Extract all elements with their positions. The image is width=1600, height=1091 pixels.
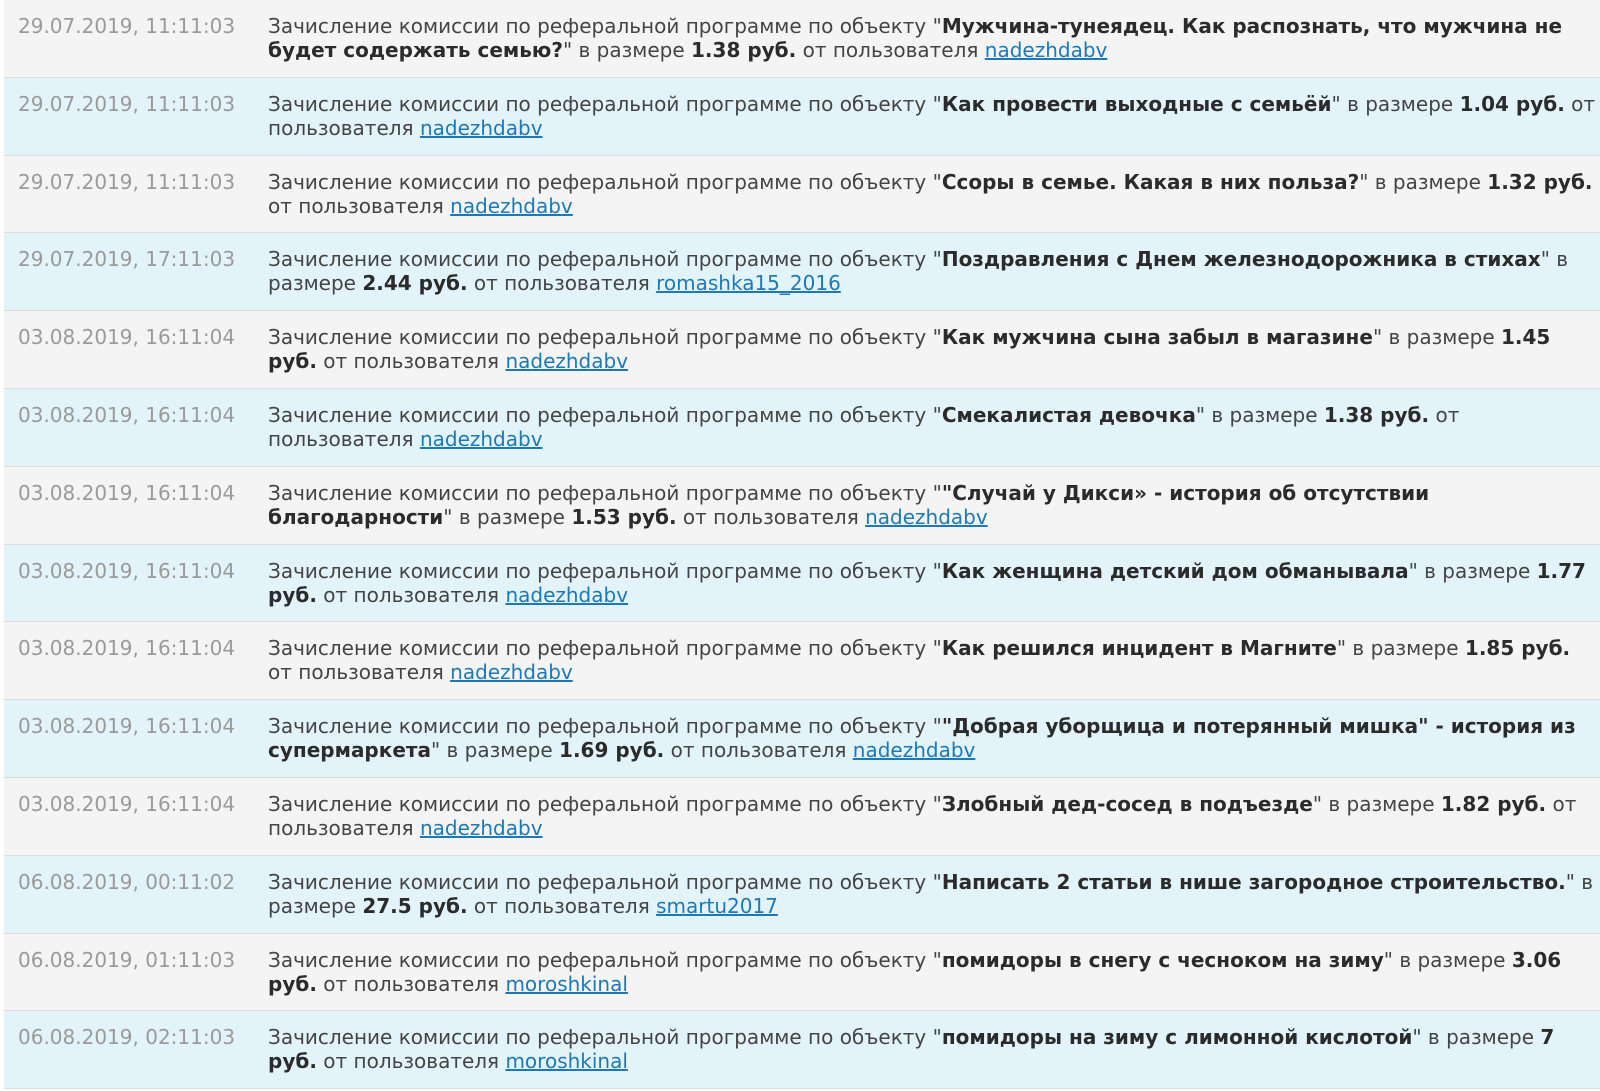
entry-mid: " в размере: [1336, 636, 1465, 661]
entry-prefix: Зачисление комиссии по реферальной программе по объекту ": [268, 636, 942, 661]
entry-mid: " в размере: [1359, 169, 1488, 194]
entry-date: 03.08.2019, 16:11:04: [18, 558, 236, 583]
log-entry: [4, 233, 1600, 311]
entry-date: 03.08.2019, 16:11:04: [18, 791, 236, 816]
entry-date: 29.07.2019, 11:11:03: [18, 91, 236, 116]
entry-suffix: от пользователя: [676, 504, 866, 529]
log-entry: [4, 0, 1600, 78]
entry-object-title: Как мужчина сына забыл в магазине: [941, 325, 1373, 350]
entry-date: 03.08.2019, 16:11:04: [18, 402, 236, 427]
entry-description: [268, 559, 1600, 607]
entry-date: 29.07.2019, 11:11:03: [18, 14, 236, 38]
entry-description: [268, 1025, 1600, 1073]
entry-description: [268, 948, 1600, 996]
entry-date: 29.07.2019, 11:11:03: [18, 169, 236, 194]
entry-description: [268, 247, 1600, 295]
entry-amount: 7 руб.: [268, 1025, 1555, 1074]
entry-amount: 1.45 руб.: [268, 325, 1551, 374]
entry-mid: " в размере: [1195, 402, 1324, 427]
entry-amount: 1.38 руб.: [691, 38, 797, 62]
entry-suffix: от пользователя: [316, 582, 506, 607]
entry-amount: 1.69 руб.: [559, 738, 665, 763]
log-entry: [4, 389, 1600, 467]
entry-user-link[interactable]: nadezhdabv: [419, 815, 543, 840]
entry-mid: " в размере: [1372, 325, 1501, 350]
entry-amount: 1.53 руб.: [571, 504, 677, 529]
entry-prefix: Зачисление комиссии по реферальной программе по объекту ": [268, 169, 942, 194]
entry-object-title: Как провести выходные с семьёй: [941, 91, 1332, 116]
entry-description: [268, 714, 1600, 762]
entry-prefix: Зачисление комиссии по реферальной программе по объекту ": [268, 558, 942, 583]
entry-date: 03.08.2019, 16:11:04: [18, 480, 236, 505]
entry-amount: 1.38 руб.: [1323, 402, 1430, 427]
entry-mid: " в размере: [1383, 947, 1512, 972]
entry-date: 06.08.2019, 00:11:02: [18, 869, 236, 894]
log-entry: [4, 700, 1600, 778]
entry-user-link[interactable]: nadezhdabv: [450, 660, 573, 685]
entry-suffix: от пользователя: [268, 193, 451, 218]
entry-user-link[interactable]: nadezhdabv: [419, 426, 543, 451]
entry-mid: " в размере: [1408, 558, 1537, 583]
entry-object-title: помидоры в снегу с чесноком на зиму: [941, 947, 1384, 972]
entry-user-link[interactable]: nadezhdabv: [984, 38, 1108, 62]
entry-mid: " в размере: [1312, 791, 1441, 816]
entry-object-title: Смекалистая девочка: [941, 402, 1196, 427]
entry-user-link[interactable]: moroshkinal: [505, 971, 628, 996]
entry-prefix: Зачисление комиссии по реферальной программе по объекту ": [268, 869, 942, 894]
entry-prefix: Зачисление комиссии по реферальной программе по объекту ": [268, 1025, 942, 1050]
log-entry: [4, 934, 1600, 1012]
entry-object-title: Мужчина-тунеядец. Как распознать, что мужчина не будет содержать семью?: [268, 14, 1563, 62]
entry-user-link[interactable]: nadezhdabv: [852, 738, 976, 763]
entry-object-title: помидоры на зиму с лимонной кислотой: [941, 1025, 1413, 1050]
entry-object-title: Ссоры в семье. Какая в них польза?: [941, 169, 1360, 194]
entry-suffix: от пользователя: [268, 402, 1460, 451]
entry-amount: 1.32 руб.: [1487, 169, 1593, 194]
entry-suffix: от пользователя: [268, 791, 1577, 840]
entry-amount: 3.06 руб.: [268, 947, 1562, 996]
entry-amount: 2.44 руб.: [362, 271, 468, 296]
log-entry: [4, 1011, 1600, 1089]
entry-mid: " в размере: [562, 38, 692, 62]
entry-object-title: "Добрая уборщица и потерянный мишка" - история из супермаркета: [268, 714, 1576, 763]
log-entry: [4, 545, 1600, 623]
entry-user-link[interactable]: moroshkinal: [505, 1049, 628, 1074]
entry-suffix: от пользователя: [268, 660, 451, 685]
entry-object-title: Злобный дед-сосед в подъезде: [941, 791, 1313, 816]
entry-suffix: от пользователя: [316, 971, 506, 996]
entry-object-title: Поздравления с Днем железнодорожника в стихах: [941, 247, 1541, 272]
entry-description: [268, 792, 1600, 840]
entry-date: 03.08.2019, 16:11:04: [18, 636, 236, 661]
entry-date: 06.08.2019, 01:11:03: [18, 947, 236, 972]
entry-description: [268, 403, 1600, 451]
entry-mid: " в размере: [430, 738, 560, 763]
entry-user-link[interactable]: nadezhdabv: [450, 193, 573, 218]
entry-date: 29.07.2019, 17:11:03: [18, 247, 236, 272]
entry-prefix: Зачисление комиссии по реферальной программе по объекту ": [268, 480, 942, 505]
entry-suffix: от пользователя: [796, 38, 985, 62]
entry-suffix: от пользователя: [316, 1049, 506, 1074]
entry-prefix: Зачисление комиссии по реферальной программе по объекту ": [268, 402, 942, 427]
entry-object-title: Написать 2 статьи в нише загородное строительство.: [941, 869, 1566, 894]
entry-amount: 1.77 руб.: [268, 558, 1586, 607]
log-entry: [4, 311, 1600, 389]
log-entry: [4, 778, 1600, 856]
entry-prefix: Зачисление комиссии по реферальной программе по объекту ": [268, 325, 942, 350]
entry-amount: 27.5 руб.: [362, 893, 468, 918]
entry-prefix: Зачисление комиссии по реферальной программе по объекту ": [268, 947, 942, 972]
entry-object-title: Как решился инцидент в Магните: [941, 636, 1337, 661]
entry-prefix: Зачисление комиссии по реферальной программе по объекту ": [268, 247, 942, 272]
entry-user-link[interactable]: nadezhdabv: [505, 582, 629, 607]
entry-date: 03.08.2019, 16:11:04: [18, 325, 236, 350]
entry-prefix: Зачисление комиссии по реферальной программе по объекту ": [268, 714, 942, 739]
entry-date: 03.08.2019, 16:11:04: [18, 714, 236, 739]
entry-mid: " в размере: [268, 247, 1569, 296]
log-entry: [4, 156, 1600, 234]
entry-date: 06.08.2019, 02:11:03: [18, 1025, 236, 1050]
entry-amount: 1.82 руб.: [1440, 791, 1547, 816]
entry-description: [268, 92, 1600, 140]
entry-description: [268, 481, 1600, 529]
entry-description: [268, 636, 1600, 684]
entry-user-link[interactable]: nadezhdabv: [865, 504, 988, 529]
entry-user-link[interactable]: nadezhdabv: [505, 349, 629, 374]
entry-mid: " в размере: [268, 869, 1594, 918]
entry-suffix: от пользователя: [664, 738, 853, 763]
entry-suffix: от пользователя: [316, 349, 506, 374]
entry-prefix: Зачисление комиссии по реферальной программе по объекту ": [268, 91, 942, 116]
entry-amount: 1.85 руб.: [1464, 636, 1571, 661]
log-entry: [4, 856, 1600, 934]
entry-mid: " в размере: [1331, 91, 1460, 116]
entry-suffix: от пользователя: [467, 893, 657, 918]
log-entry: [4, 467, 1600, 545]
entry-mid: " в размере: [1412, 1025, 1541, 1050]
entry-description: [268, 870, 1600, 918]
entry-amount: 1.04 руб.: [1459, 91, 1565, 116]
entry-user-link[interactable]: nadezhdabv: [419, 115, 543, 140]
entry-user-link[interactable]: romashka15_2016: [656, 271, 841, 296]
entry-suffix: от пользователя: [268, 91, 1596, 140]
entry-description: [268, 325, 1600, 373]
log-entry: [4, 622, 1600, 700]
entry-prefix: Зачисление комиссии по реферальной программе по объекту ": [268, 791, 942, 816]
entry-object-title: "Случай у Дикси» - история об отсутствии благодарности: [268, 480, 1430, 529]
entry-description: [268, 14, 1600, 62]
transaction-log: [4, 0, 1600, 1089]
entry-mid: " в размере: [443, 504, 572, 529]
entry-user-link[interactable]: smartu2017: [656, 893, 778, 918]
log-entry: [4, 78, 1600, 156]
entry-description: [268, 170, 1600, 218]
entry-suffix: от пользователя: [467, 271, 657, 296]
entry-prefix: Зачисление комиссии по реферальной программе по объекту ": [268, 14, 942, 38]
entry-object-title: Как женщина детский дом обманывала: [941, 558, 1409, 583]
